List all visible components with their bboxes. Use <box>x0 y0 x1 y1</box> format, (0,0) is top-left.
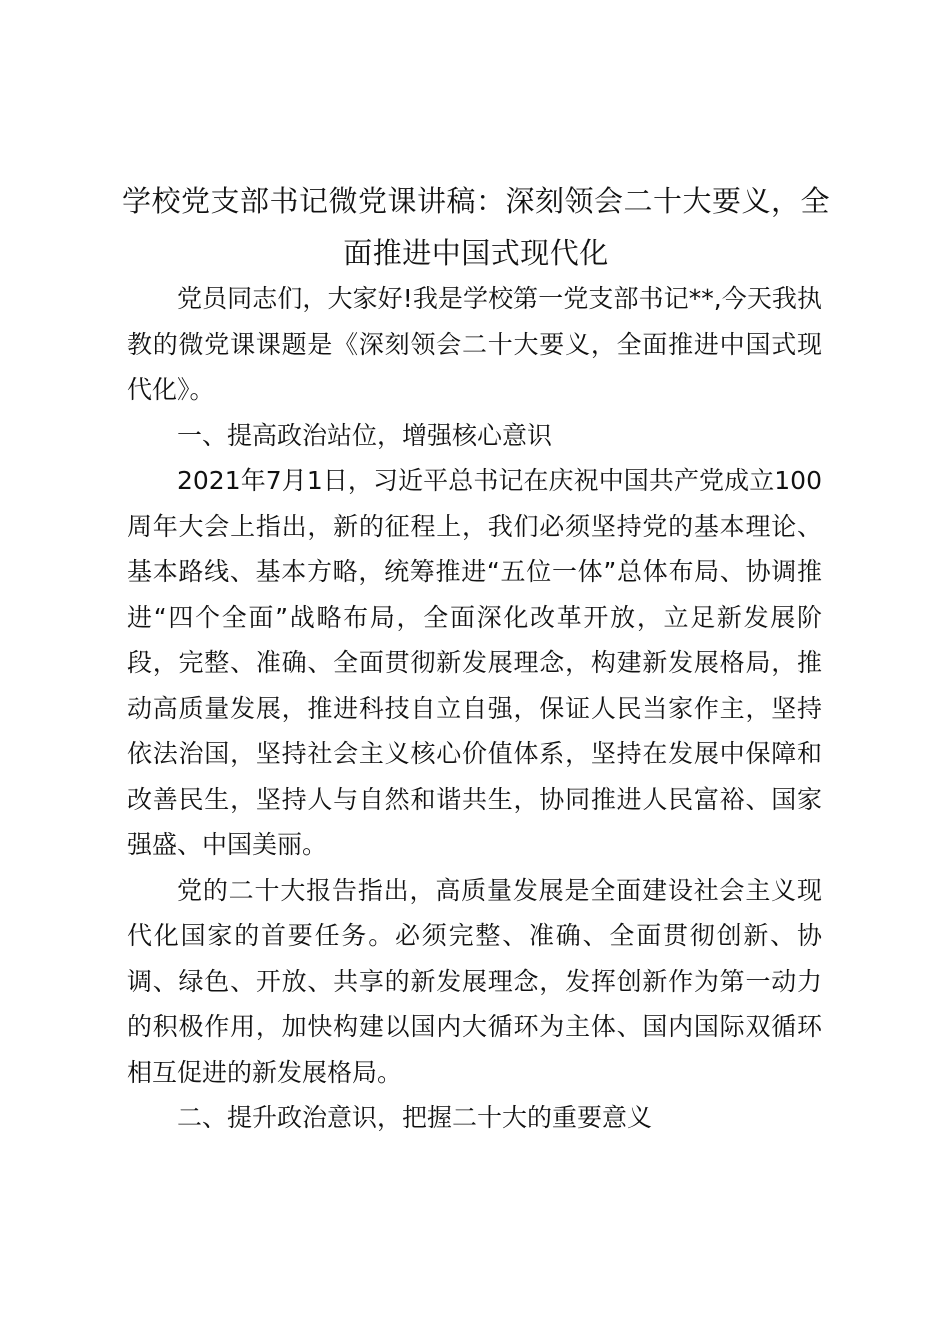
document-title: 学校党支部书记微党课讲稿：深刻领会二十大要义，全面推进中国式现代化 <box>121 184 830 270</box>
paragraph-greeting: 党员同志们，大家好!我是学校第一党支部书记**,今天我执教的微党课课题是《深刻领会二十大要义，全面推进中国式现代化》。 <box>127 284 822 404</box>
paragraph-speech-quote: 2021年7月1日，习近平总书记在庆祝中国共产党成立100周年大会上指出，新的征程上，我们必须坚持党的基本理论、基本路线、基本方略，统筹推进“五位一体”总体布局、协调推进“四个全面”战略布局，全面深化改革开放，立足新发展阶段，完整、准确、全面贯彻新发展理念，构建新发展格局，推动高质量发展，推进科技自立自强，保证人民当家作主，坚持依法治国，坚持社会主义核心价值体系，坚持在发展中保障和改善民生，坚持人与自然和谐共生，协同推进人民富裕、国家强盛、中国美丽。 <box>127 466 822 859</box>
section-heading-1: 一、提高政治站位，增强核心意识 <box>177 420 553 450</box>
section-heading-2: 二、提升政治意识，把握二十大的重要意义 <box>177 1103 653 1132</box>
document-body <box>127 276 822 1141</box>
paragraph-report: 党的二十大报告指出，高质量发展是全面建设社会主义现代化国家的首要任务。必须完整、准确、全面贯彻创新、协调、绿色、开放、共享的新发展理念，发挥创新作为第一动力的积极作用，加快构建以国内大循环为主体、国内国际双循环相互促进的新发展格局。 <box>127 875 822 1087</box>
